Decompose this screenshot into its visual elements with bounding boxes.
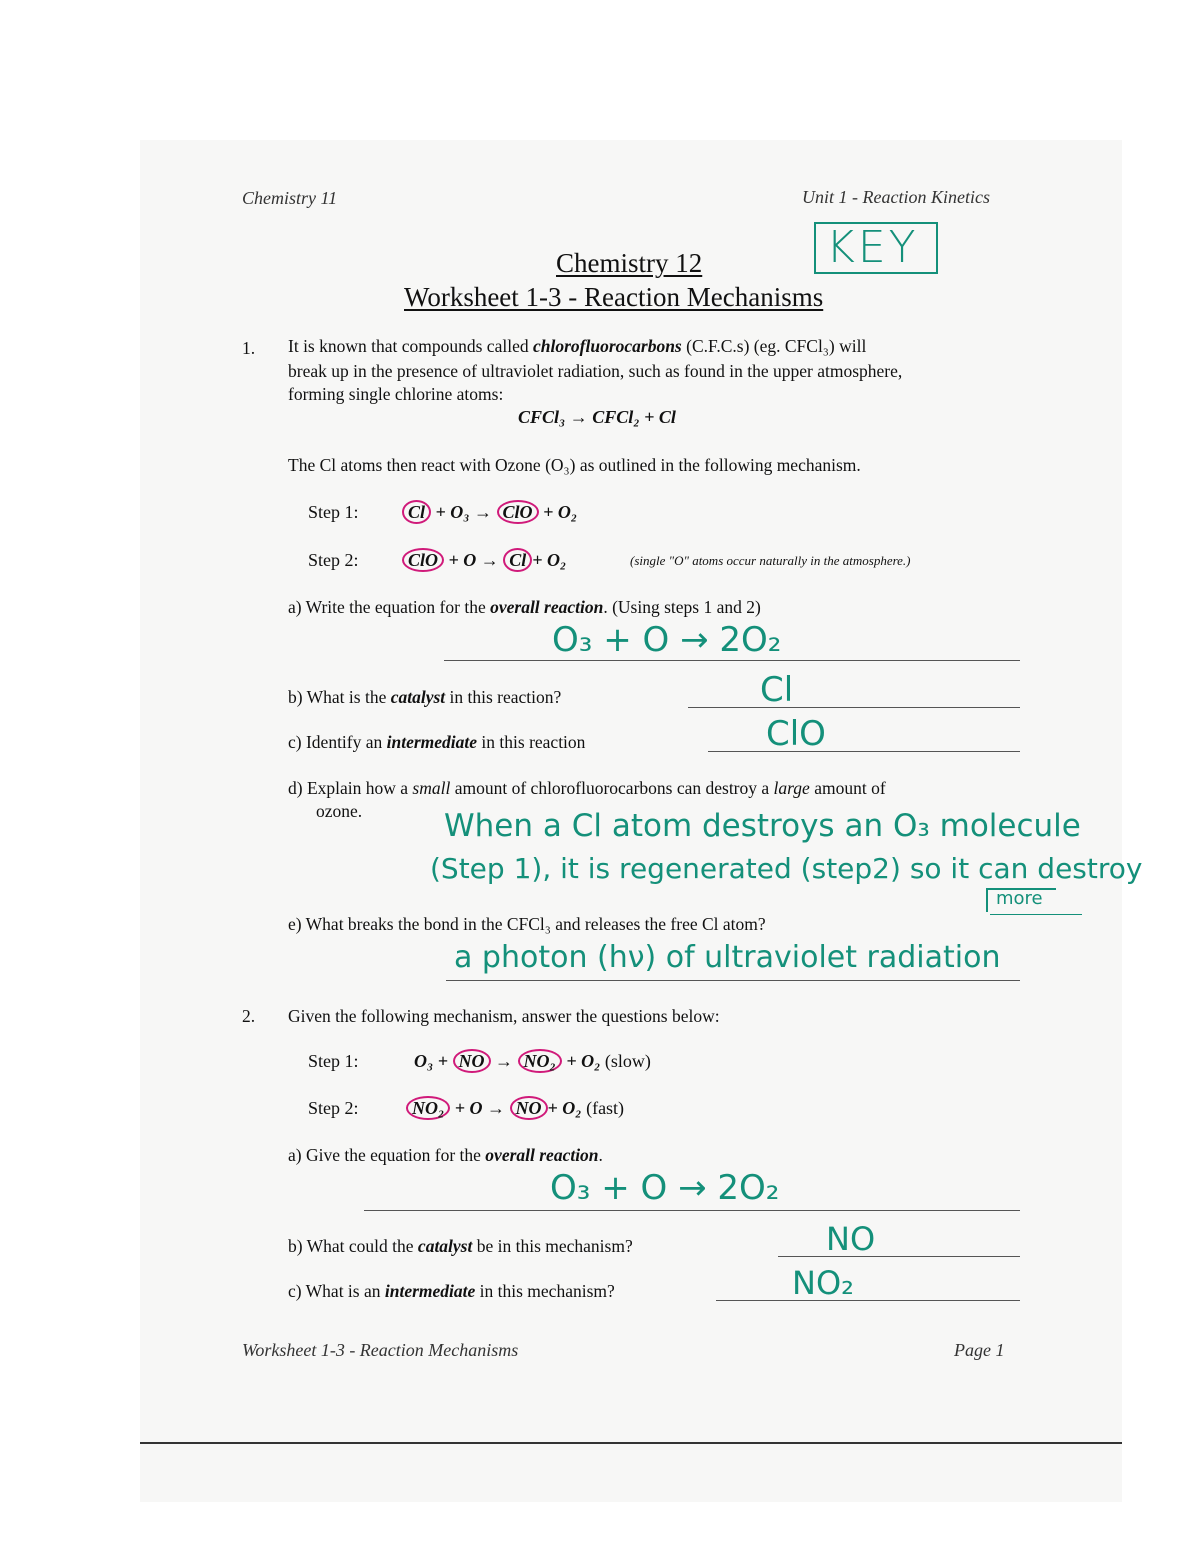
answer-line bbox=[444, 660, 1020, 661]
header-unit: Unit 1 - Reaction Kinetics bbox=[802, 187, 990, 207]
q1b-question: b) What is the catalyst in this reaction? bbox=[288, 687, 562, 707]
q1d-answer-line2: (Step 1), it is regenerated (step2) so it can destroy bbox=[430, 852, 1143, 885]
q1-intro-line2: break up in the presence of ultraviolet radiation, such as found in the upper atmosphere, bbox=[288, 361, 903, 381]
answer-line bbox=[446, 980, 1020, 981]
q2-step1-equation: O₃ + NO → NO₂ + O₂ (slow) bbox=[414, 1051, 651, 1071]
answer-line bbox=[990, 914, 1082, 915]
worksheet-title: Worksheet 1-3 - Reaction Mechanisms bbox=[404, 282, 824, 312]
circled-species: ClO bbox=[497, 500, 539, 524]
circled-species: NO bbox=[453, 1049, 491, 1073]
answer-line bbox=[716, 1300, 1020, 1301]
question-number: 2. bbox=[242, 1006, 256, 1026]
q1d-question-line1: d) Explain how a small amount of chlorofluorocarbons can destroy a large amount of bbox=[288, 778, 886, 798]
q1d-answer-line1: When a Cl atom destroys an O₃ molecule bbox=[444, 808, 1081, 844]
q1a-answer: O₃ + O → 2O₂ bbox=[552, 620, 782, 660]
q2c-question: c) What is an intermediate in this mechanism? bbox=[288, 1281, 615, 1301]
circled-species: NO₂ bbox=[518, 1049, 562, 1073]
step2-note: (single "O" atoms occur naturally in the atmosphere.) bbox=[630, 553, 911, 568]
key-mark: KEY bbox=[826, 222, 919, 273]
q1-intro-line1: It is known that compounds called chlorofluorocarbons (C.F.C.s) (eg. CFCl₃) will bbox=[288, 336, 867, 356]
q1-intro-line3: forming single chlorine atoms: bbox=[288, 384, 504, 404]
q1-step1-equation: Cl + O₃ → ClO + O₂ bbox=[402, 500, 577, 524]
q1c-question: c) Identify an intermediate in this reaction bbox=[288, 732, 586, 752]
q1d-answer-line3: more bbox=[996, 888, 1043, 909]
q1-step2-equation: ClO + O → Cl + O₂ bbox=[402, 548, 566, 572]
q2a-answer: O₃ + O → 2O₂ bbox=[550, 1168, 780, 1208]
q1c-answer: ClO bbox=[766, 714, 826, 754]
q1e-question: e) What breaks the bond in the CFCl₃ and releases the free Cl atom? bbox=[288, 914, 766, 934]
answer-line bbox=[708, 751, 1020, 752]
circled-species: NO₂ bbox=[406, 1096, 450, 1120]
circled-species: ClO bbox=[402, 548, 444, 572]
q1a-question: a) Write the equation for the overall reaction. (Using steps 1 and 2) bbox=[288, 597, 761, 617]
page-title: Chemistry 12 bbox=[556, 248, 703, 278]
step1-label: Step 1: bbox=[308, 502, 359, 522]
answer-line bbox=[688, 707, 1020, 708]
q2b-answer: NO bbox=[826, 1220, 876, 1258]
q2b-question: b) What could the catalyst be in this mechanism? bbox=[288, 1236, 633, 1256]
page-number: Page 1 bbox=[954, 1340, 1005, 1360]
step2-label: Step 2: bbox=[308, 550, 359, 570]
divider bbox=[140, 1442, 1122, 1444]
step1-label: Step 1: bbox=[308, 1051, 359, 1071]
circled-species: NO bbox=[510, 1096, 548, 1120]
answer-line bbox=[364, 1210, 1020, 1211]
answer-line bbox=[778, 1256, 1020, 1257]
q2-intro: Given the following mechanism, answer the questions below: bbox=[288, 1006, 720, 1026]
q1e-answer: a photon (hν) of ultraviolet radiation bbox=[454, 940, 1001, 975]
circled-species: Cl bbox=[503, 548, 532, 572]
q2c-answer: NO₂ bbox=[792, 1264, 854, 1302]
header-course: Chemistry 11 bbox=[242, 188, 338, 208]
circled-species: Cl bbox=[402, 500, 431, 524]
q1d-question-line2: ozone. bbox=[316, 801, 363, 821]
cfc-equation: CFCl₃ → CFCl₂ + Cl bbox=[518, 407, 676, 427]
question-number: 1. bbox=[242, 338, 256, 358]
q1b-answer: Cl bbox=[760, 670, 794, 710]
mechanism-intro: The Cl atoms then react with Ozone (O₃) as outlined in the following mechanism. bbox=[288, 455, 861, 475]
footer-title: Worksheet 1-3 - Reaction Mechanisms bbox=[242, 1340, 519, 1360]
step2-label: Step 2: bbox=[308, 1098, 359, 1118]
q2-step2-equation: NO₂ + O → NO + O₂ (fast) bbox=[406, 1096, 624, 1120]
q2a-question: a) Give the equation for the overall reaction. bbox=[288, 1145, 603, 1165]
